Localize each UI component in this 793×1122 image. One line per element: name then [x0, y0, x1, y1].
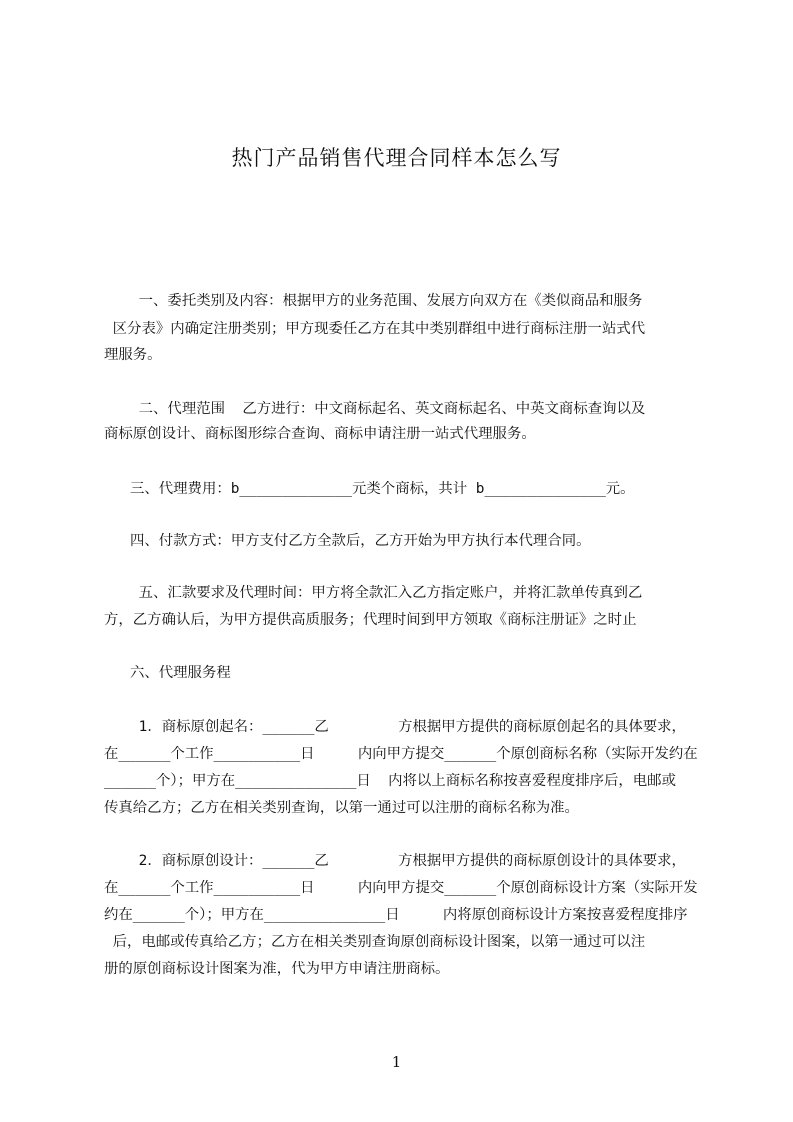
document-title: 热门产品销售代理合同样本怎么写 — [231, 146, 562, 170]
paragraph-line: 理服务。 — [104, 347, 162, 363]
paragraph-line: 1．商标原创起名：______乙 方根据甲方提供的商标原创起名的具体要求， — [104, 719, 686, 735]
paragraph-line: 约在______个）；甲方在______________日 内将原创商标设计方案按喜爱程度排序 — [104, 907, 688, 923]
paragraph-line: 一、委托类别及内容：根据甲方的业务范围、发展方向双方在《类似商品和服务 — [104, 293, 643, 309]
paragraph-line: ______个）；甲方在______________日 内将以上商标名称按喜爱程度排序后，电邮或 — [104, 773, 676, 789]
paragraph-line: 方，乙方确认后，为甲方提供高质服务；代理时间到甲方领取《商标注册证》之时止 — [104, 612, 637, 628]
paragraph-line: 区分表》内确定注册类别；甲方现委任乙方在其中类别群组中进行商标注册一站式代 — [104, 321, 646, 337]
paragraph-line: 传真给乙方；乙方在相关类别查询，以第一通过可以注册的商标名称为准。 — [104, 800, 579, 816]
paragraph-line: 三、代理费用：b_____________元类个商标，共计 b______________元。 — [104, 481, 635, 497]
paragraph-line: 四、付款方式：甲方支付乙方全款后，乙方开始为甲方执行本代理合同。 — [104, 533, 591, 549]
paragraph-line: 在______个工作__________日 内向甲方提交______个原创商标设计方案（实际开发 — [104, 880, 698, 896]
paragraph-line: 五、汇款要求及代理时间：甲方将全款汇入乙方指定账户，并将汇款单传真到乙 — [104, 585, 643, 601]
paragraph-line: 后，电邮或传真给乙方；乙方在相关类别查询原创商标设计图案，以第一通过可以注 — [104, 934, 646, 950]
paragraph-line: 在______个工作__________日 内向甲方提交______个原创商标名称（实际开发约在 — [104, 746, 698, 762]
paragraph-line: 商标原创设计、商标图形综合查询、商标申请注册一站式代理服务。 — [104, 426, 536, 442]
paragraph-line: 六、代理服务程 — [104, 665, 231, 681]
paragraph-line: 册的原创商标设计图案为准，代为甲方申请注册商标。 — [104, 961, 450, 977]
paragraph-line: 2．商标原创设计：______乙 方根据甲方提供的商标原创设计的具体要求， — [104, 853, 686, 869]
paragraph-line: 二、代理范围 乙方进行：中文商标起名、英文商标起名、中英文商标查询以及 — [104, 401, 646, 417]
page-number: 1 — [391, 1053, 402, 1071]
